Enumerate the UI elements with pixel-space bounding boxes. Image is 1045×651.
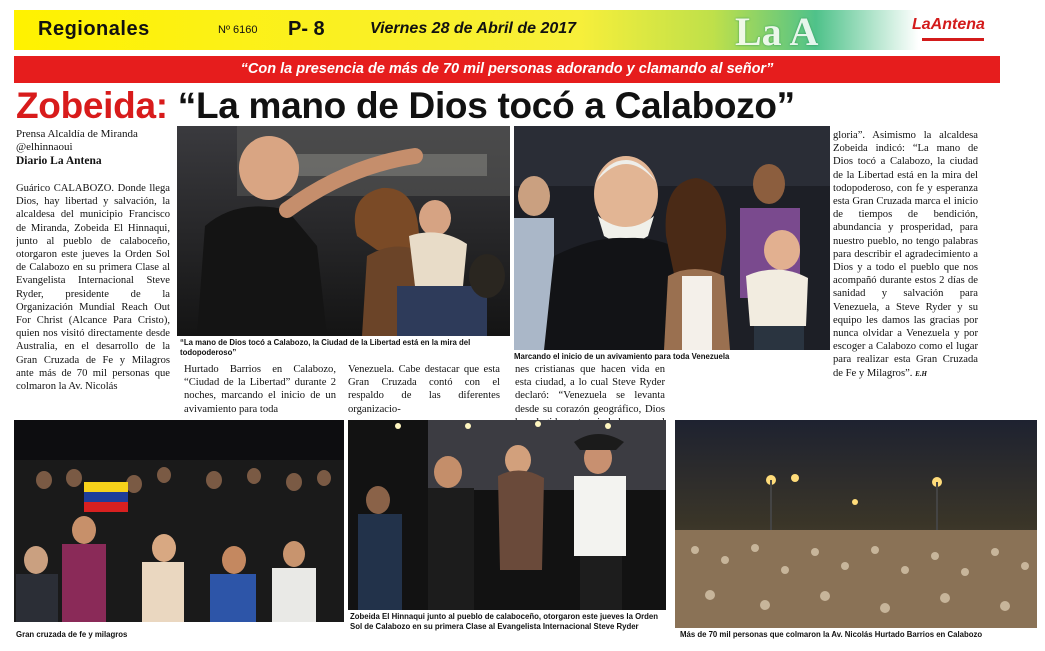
logo-text: LaAntena xyxy=(912,16,985,33)
article-column-1: Guárico CALABOZO. Donde llega Dios, hay libertad y salvación, la alcaldesa del municipio Francisco de Miranda, Zobeida El Hinnaqui, junto al pueblo de calaboceño, otorgaron este jueves la Orden Sol de Calabozo en su primera Clase al Evangelista Internacional Steve Ryder, presidente de la Organización Mundial Reach Out For Christ (Alcance Para Cristo), quien nos visitó directamente desde Australia, en el desarrollo de la Gran Cruzada de Fe y Milagros ante más de 70 mil personas que colmaron la Av. Nicolás xyxy=(16,183,170,393)
article-column-3: Venezuela. Cabe destacar que esta Gran Cruzada contó con el respaldo de las diferentes organizacio- xyxy=(348,364,500,415)
caption-photo-2: Marcando el inicio de un avivamiento para toda Venezuela xyxy=(514,352,730,361)
article-column-2: Hurtado Barrios en Calabozo, “Ciudad de la Libertad” durante 2 noches, marcando el inicio de un avivamiento para toda xyxy=(184,364,336,415)
headline-quote: “La mano de Dios tocó a Calabozo” xyxy=(177,85,795,126)
photo-stage-blessing xyxy=(177,126,510,336)
logo-underline xyxy=(922,38,984,41)
caption-photo-1: “La mano de Dios tocó a Calabozo, la Ciudad de la Libertad está en la mira del todopoderoso” xyxy=(180,338,471,357)
article-column-4: nes cristianas que hacen vida en esta ciudad, a lo cual Steve Ryder declaró: “Venezuela se levanta desde su corazón geográfico, Dios xyxy=(515,364,665,415)
byline-handle: @elhinnaoui xyxy=(16,141,73,153)
byline-source: Prensa Alcaldía de Miranda xyxy=(16,128,138,140)
caption-photo-4: Zobeida El Hinnaqui junto al pueblo de calaboceño, otorgaron este jueves la Orden Sol de Calabozo en su primera Clase al Evangelista Internacional Steve Ryder xyxy=(350,612,659,631)
photo-group-portrait xyxy=(514,126,830,350)
issue-number: Nº 6160 xyxy=(218,24,258,36)
headline-name: Zobeida: xyxy=(16,85,168,126)
byline-paper: Diario La Antena xyxy=(16,155,102,167)
masthead-title: La A xyxy=(735,9,819,54)
section-name: Regionales xyxy=(38,18,150,40)
photo-crowd-faith xyxy=(14,420,344,622)
caption-photo-5: Más de 70 mil personas que colmaron la Av. Nicolás Hurtado Barrios en Calabozo xyxy=(680,630,983,639)
issue-date: Viernes 28 de Abril de 2017 xyxy=(370,20,577,37)
photo-avenue-crowd xyxy=(675,420,1037,628)
red-strapline: “Con la presencia de más de 70 mil personas adorando y clamando al señor” xyxy=(14,56,1000,83)
newspaper-logo xyxy=(908,10,994,48)
article-signature: E.H xyxy=(915,369,927,378)
caption-photo-3: Gran cruzada de fe y milagros xyxy=(16,630,128,639)
article-column-5-text: gloria”. Asimismo la alcaldesa Zobeida indicó: “La mano de Dios tocó a Calabozo, la ciudad de la Libertad está en la mira del todopoderoso, con fe y esperanza esta Gran Cruzada marca el inicio de tiempos de bendición, abundancia y prosperidad, para nuestro pueblo, no tengo palabras para describir el agradecimiento a Dios y a todo el pueblo que nos acompañó durante estos 2 días de sanidad y salvación para Venezuela, a Steve Ryder y su equipo les damos las gracias por nunca olvidar a Venezuela y por escoger a Calabozo como el lugar para realizar esta Gran Cruzada de Fe y Milagros”. xyxy=(833,130,978,379)
article-column-5 xyxy=(833,129,978,419)
headline xyxy=(16,84,1026,128)
photo-order-ceremony xyxy=(348,420,666,610)
page-number: P- 8 xyxy=(288,18,325,40)
